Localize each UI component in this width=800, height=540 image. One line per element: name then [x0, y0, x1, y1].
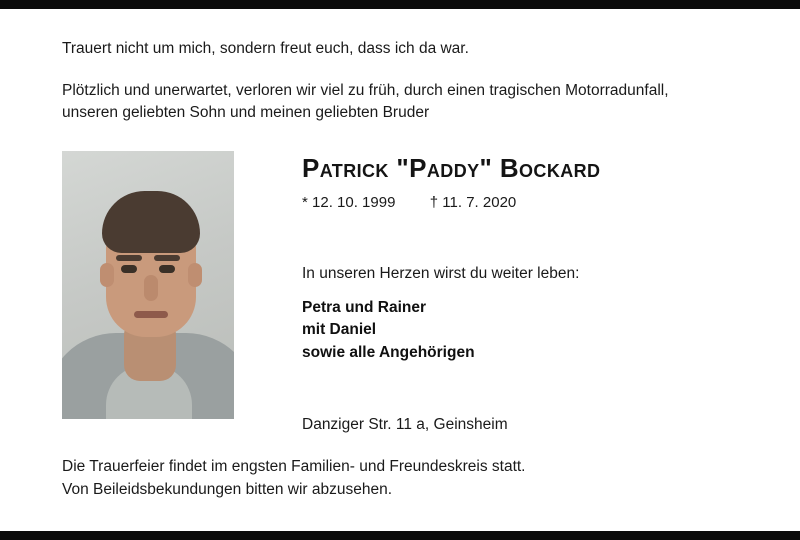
footer-note	[62, 456, 738, 501]
notice-body	[0, 9, 800, 531]
portrait-mouth	[134, 311, 168, 318]
portrait-brow-left	[116, 255, 142, 261]
announcement-text	[62, 80, 738, 125]
footer-line-2: Von Beileidsbekundungen bitten wir abzusehen.	[62, 480, 393, 498]
announcement-line-2: unseren geliebten Sohn und meinen geliebten Bruder	[62, 104, 430, 122]
life-dates	[302, 194, 738, 211]
portrait-ear-right	[188, 263, 202, 287]
portrait-eye-right	[159, 265, 175, 273]
death-symbol: †	[429, 193, 439, 211]
family-line-2: mit Daniel	[302, 321, 377, 339]
deceased-name: Patrick "Paddy" Bockard	[302, 152, 601, 183]
footer-line-1: Die Trauerfeier findet im engsten Familien- und Freundeskreis statt.	[62, 458, 526, 476]
family-line-1: Petra und Rainer	[302, 298, 427, 316]
death-date: 11. 7. 2020	[442, 193, 517, 211]
portrait-eye-left	[121, 265, 137, 273]
family-names	[302, 297, 738, 364]
family-line-3: sowie alle Angehörigen	[302, 343, 475, 361]
address: Danziger Str. 11 a, Geinsheim	[302, 416, 508, 434]
portrait-ear-left	[100, 263, 114, 287]
portrait-container	[62, 147, 234, 419]
details-column	[234, 147, 738, 434]
memory-line: In unseren Herzen wirst du weiter leben:	[302, 264, 580, 282]
portrait-brow-right	[154, 255, 180, 261]
birth-date: 12. 10. 1999	[312, 193, 396, 211]
portrait-and-details	[62, 147, 738, 434]
portrait-photo	[62, 151, 234, 419]
intro-quote: Trauert nicht um mich, sondern freut euch, dass ich da war.	[62, 40, 469, 57]
portrait-nose	[144, 275, 158, 301]
announcement-line-1: Plötzlich und unerwartet, verloren wir viel zu früh, durch einen tragischen Motorradunfall,	[62, 81, 669, 99]
birth-symbol: *	[302, 193, 308, 211]
